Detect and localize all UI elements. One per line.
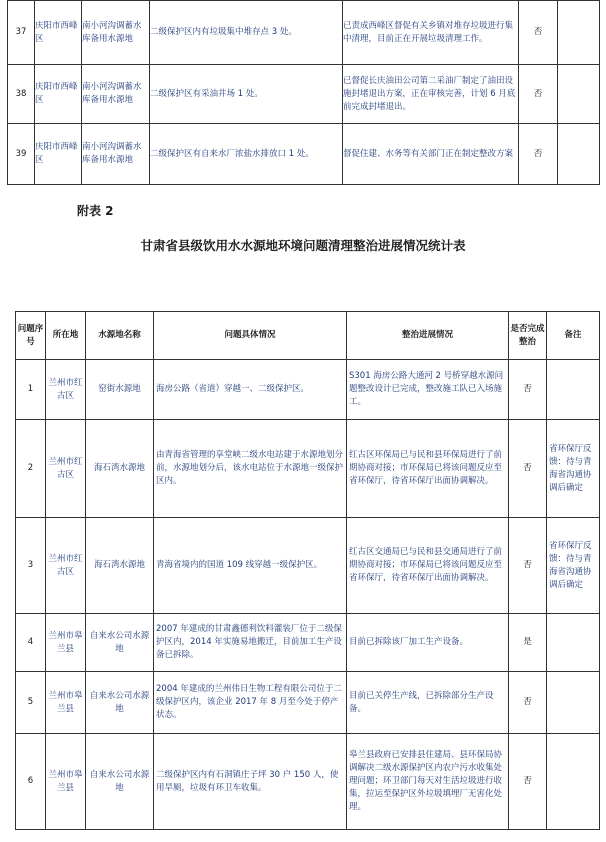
row-progress: 目前已关停生产线，已拆除部分生产设备。 bbox=[347, 672, 509, 734]
row-source: 南小河沟调蓄水库备用水源地 bbox=[82, 65, 150, 124]
row-progress: 红古区环保局已与民和县环保局进行了前期协商对接；市环保局已将该问题反应至省环保厅，待省环保厅出面协调解决。 bbox=[347, 420, 509, 518]
header-source: 水源地名称 bbox=[86, 312, 154, 360]
row-issue: 二级保护区有自来水厂浓盐水排放口 1 处。 bbox=[150, 124, 343, 185]
row-location: 兰州市红古区 bbox=[46, 420, 86, 518]
table-row bbox=[16, 518, 600, 614]
table-row bbox=[8, 1, 600, 65]
row-index: 38 bbox=[8, 65, 35, 124]
row-progress: 已责成西峰区督促有关乡镇对堆存垃圾进行集中清理，目前正在开展垃圾清理工作。 bbox=[343, 1, 519, 65]
row-issue: 2007 年建成的甘肃鑫德利饮料灌装厂位于二级保护区内，2014 年实施易地搬迁，目前加工生产设备已拆除。 bbox=[154, 614, 347, 672]
row-done: 否 bbox=[509, 672, 547, 734]
row-progress: S301 海房公路大通河 2 号桥穿越水源问题整改设计已完成，整改施工队已入场施工。 bbox=[347, 360, 509, 420]
row-note bbox=[547, 734, 600, 830]
row-issue: 二级保护区内有石洞镇庄子坪 30 户 150 人，使用旱厕，垃圾有环卫车收集。 bbox=[154, 734, 347, 830]
row-issue: 2004 年建成的兰州伟日生物工程有限公司位于二级保护区内，该企业 2017 年 8 月至今处于停产状态。 bbox=[154, 672, 347, 734]
row-done: 否 bbox=[519, 65, 558, 124]
header-progress: 整治进展情况 bbox=[347, 312, 509, 360]
table-row bbox=[16, 420, 600, 518]
row-done: 否 bbox=[509, 518, 547, 614]
row-done: 否 bbox=[509, 420, 547, 518]
row-note bbox=[558, 1, 600, 65]
row-source: 南小河沟调蓄水库备用水源地 bbox=[82, 1, 150, 65]
row-location: 庆阳市西峰区 bbox=[35, 124, 82, 185]
row-location: 庆阳市西峰区 bbox=[35, 65, 82, 124]
page-title: 甘肃省县级饮用水水源地环境问题清理整治进展情况统计表 bbox=[140, 238, 466, 253]
table-header-row bbox=[16, 312, 600, 360]
row-source: 窑街水源地 bbox=[86, 360, 154, 420]
table-row bbox=[16, 614, 600, 672]
row-issue: 青海省境内的国道 109 线穿越一级保护区。 bbox=[154, 518, 347, 614]
previous-page-table bbox=[7, 0, 600, 185]
row-progress: 红古区交通局已与民和县交通局进行了前期协商对接；市环保局已将该问题反应至省环保厅，待省环保厅出面协调解决。 bbox=[347, 518, 509, 614]
row-progress: 督促住建、水务等有关部门正在制定整改方案 bbox=[343, 124, 519, 185]
row-location: 兰州市皋兰县 bbox=[46, 734, 86, 830]
header-note: 备注 bbox=[547, 312, 600, 360]
row-done: 否 bbox=[509, 360, 547, 420]
header-location: 所在地 bbox=[46, 312, 86, 360]
row-index: 37 bbox=[8, 1, 35, 65]
row-done: 否 bbox=[509, 734, 547, 830]
row-note bbox=[558, 124, 600, 185]
row-done: 否 bbox=[519, 124, 558, 185]
row-location: 兰州市红古区 bbox=[46, 518, 86, 614]
row-index: 3 bbox=[16, 518, 46, 614]
row-note bbox=[547, 672, 600, 734]
row-index: 5 bbox=[16, 672, 46, 734]
row-progress: 皋兰县政府已安排县住建局、县环保局协调解决二级水源保护区内农户污水收集处理问题；环卫部门每天对生活垃圾进行收集，拉运至保护区外垃圾填埋厂无害化处理。 bbox=[347, 734, 509, 830]
row-done: 是 bbox=[509, 614, 547, 672]
table-row bbox=[16, 734, 600, 830]
row-issue: 二级保护区内有垃圾集中堆存点 3 处。 bbox=[150, 1, 343, 65]
row-source: 海石湾水源地 bbox=[86, 518, 154, 614]
row-progress: 已督促长庆油田公司第二采油厂制定了油田设施封堵退出方案，正在审核完善，计划 6 月底前完成封堵退出。 bbox=[343, 65, 519, 124]
row-note: 省环保厅反馈：待与青海省沟通协调后确定 bbox=[547, 518, 600, 614]
table-row bbox=[8, 124, 600, 185]
row-source: 南小河沟调蓄水库备用水源地 bbox=[82, 124, 150, 185]
row-done: 否 bbox=[519, 1, 558, 65]
table-row bbox=[16, 672, 600, 734]
row-note bbox=[547, 360, 600, 420]
row-index: 1 bbox=[16, 360, 46, 420]
row-location: 兰州市红古区 bbox=[46, 360, 86, 420]
row-location: 兰州市皋兰县 bbox=[46, 614, 86, 672]
row-source: 自来水公司水源地 bbox=[86, 614, 154, 672]
row-index: 6 bbox=[16, 734, 46, 830]
header-index: 问题序号 bbox=[16, 312, 46, 360]
row-location: 兰州市皋兰县 bbox=[46, 672, 86, 734]
row-source: 自来水公司水源地 bbox=[86, 734, 154, 830]
row-location: 庆阳市西峰区 bbox=[35, 1, 82, 65]
header-done: 是否完成整治 bbox=[509, 312, 547, 360]
progress-table bbox=[15, 311, 600, 830]
row-note bbox=[558, 65, 600, 124]
row-progress: 目前已拆除该厂加工生产设备。 bbox=[347, 614, 509, 672]
row-source: 自来水公司水源地 bbox=[86, 672, 154, 734]
row-source: 海石湾水源地 bbox=[86, 420, 154, 518]
appendix-label: 附表 2 bbox=[77, 204, 114, 218]
row-index: 39 bbox=[8, 124, 35, 185]
row-index: 2 bbox=[16, 420, 46, 518]
row-issue: 由青海省管理的享堂峡二级水电站建于水源地划分前，水源地划分后，该水电站位于水源地一级保护区内。 bbox=[154, 420, 347, 518]
row-note bbox=[547, 614, 600, 672]
row-index: 4 bbox=[16, 614, 46, 672]
table-row bbox=[8, 65, 600, 124]
row-note: 省环保厅反馈：待与青海省沟通协调后确定 bbox=[547, 420, 600, 518]
table-row bbox=[16, 360, 600, 420]
header-issue: 问题具体情况 bbox=[154, 312, 347, 360]
row-issue: 二级保护区有采油井场 1 处。 bbox=[150, 65, 343, 124]
row-issue: 海房公路（省道）穿越一、二级保护区。 bbox=[154, 360, 347, 420]
